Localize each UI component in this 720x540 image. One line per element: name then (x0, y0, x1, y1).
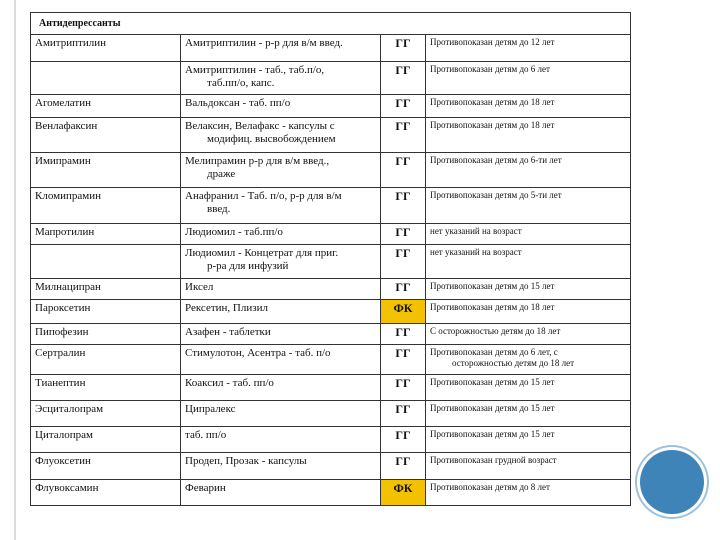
drug-form-line: Анафранил - Таб. п/о, р-р для в/м (185, 190, 342, 202)
substance-cell: Амитриптилин (31, 35, 181, 62)
table-row (31, 453, 631, 480)
drug-form-cell (181, 245, 381, 279)
age-note-cell (426, 300, 631, 324)
drug-form-cell (181, 401, 381, 427)
age-note-line: Противопоказан детям до 15 лет (430, 377, 555, 387)
antidepressants-table (30, 12, 631, 506)
status-badge-gg: ГГ (381, 345, 426, 375)
status-badge-fk: ФК (381, 300, 426, 324)
age-note-cell (426, 224, 631, 245)
substance-cell: Сертралин (31, 345, 181, 375)
drug-form-cell (181, 300, 381, 324)
drug-form-line: таб. пп/о (185, 429, 227, 441)
drug-form-line: Людиомил - таб.пп/о (185, 226, 283, 238)
drug-form-cell (181, 453, 381, 480)
table-title: Антидепрессанты (31, 13, 631, 35)
status-badge-gg: ГГ (381, 375, 426, 401)
table-row (31, 188, 631, 224)
drug-form-cell (181, 345, 381, 375)
substance-cell (31, 245, 181, 279)
drug-form-line: введ. (207, 203, 231, 215)
age-note-cell (426, 188, 631, 224)
drug-form-line: Амитриптилин - р-р для в/м введ. (185, 37, 343, 49)
drug-form-cell (181, 35, 381, 62)
table-row (31, 35, 631, 62)
age-note-cell (426, 35, 631, 62)
table-row (31, 118, 631, 153)
drug-form-cell (181, 375, 381, 401)
age-note-cell (426, 480, 631, 506)
age-note-line: Противопоказан детям до 18 лет (430, 302, 555, 312)
status-badge-fk: ФК (381, 480, 426, 506)
drug-form-line: р-ра для инфузий (207, 260, 289, 272)
substance-cell: Венлафаксин (31, 118, 181, 153)
age-note-line: нет указаний на возраст (430, 226, 522, 236)
drug-form-line: Азафен - таблетки (185, 326, 271, 338)
substance-cell: Циталопрам (31, 427, 181, 453)
age-note-line: Противопоказан детям до 15 лет (430, 281, 555, 291)
drug-form-cell (181, 62, 381, 95)
substance-cell: Мапротилин (31, 224, 181, 245)
table-row (31, 324, 631, 345)
age-note-line: Противопоказан детям до 8 лет (430, 482, 550, 492)
slide-left-rule (14, 0, 16, 540)
drug-form-line: Ципралекс (185, 403, 236, 415)
age-note-line: осторожностью детям до 18 лет (452, 358, 575, 368)
table-row (31, 62, 631, 95)
table-row (31, 224, 631, 245)
drug-form-line: драже (207, 168, 236, 180)
status-badge-gg: ГГ (381, 224, 426, 245)
table-row (31, 153, 631, 188)
substance-cell: Имипрамин (31, 153, 181, 188)
substance-cell: Флувоксамин (31, 480, 181, 506)
age-note-cell (426, 401, 631, 427)
age-note-line: Противопоказан детям до 6 лет, с (430, 347, 558, 357)
substance-cell: Пароксетин (31, 300, 181, 324)
status-badge-gg: ГГ (381, 401, 426, 427)
age-note-cell (426, 453, 631, 480)
drug-form-cell (181, 224, 381, 245)
age-note-line: Противопоказан детям до 18 лет (430, 97, 555, 107)
age-note-cell (426, 324, 631, 345)
age-note-cell (426, 95, 631, 118)
drug-form-line: Коаксил - таб. пп/о (185, 377, 274, 389)
status-badge-gg: ГГ (381, 153, 426, 188)
status-badge-gg: ГГ (381, 453, 426, 480)
age-note-line: Противопоказан детям до 12 лет (430, 37, 555, 47)
drug-form-cell (181, 118, 381, 153)
age-note-cell (426, 375, 631, 401)
age-note-line: Противопоказан детям до 6 лет (430, 64, 550, 74)
table-row (31, 279, 631, 300)
table-row (31, 401, 631, 427)
drug-form-line: модифиц. высвобождением (207, 133, 336, 145)
status-badge-gg: ГГ (381, 35, 426, 62)
age-note-cell (426, 62, 631, 95)
drug-form-line: Велаксин, Велафакс - капсулы с (185, 120, 335, 132)
drug-form-cell (181, 427, 381, 453)
table-row (31, 427, 631, 453)
status-badge-gg: ГГ (381, 245, 426, 279)
age-note-cell (426, 279, 631, 300)
drug-form-line: Людиомил - Концетрат для приг. (185, 247, 339, 259)
table-row (31, 375, 631, 401)
table-row (31, 480, 631, 506)
drug-form-cell (181, 188, 381, 224)
age-note-cell (426, 153, 631, 188)
substance-cell: Пипофезин (31, 324, 181, 345)
age-note-line: нет указаний на возраст (430, 247, 522, 257)
substance-cell: Тианептин (31, 375, 181, 401)
status-badge-gg: ГГ (381, 279, 426, 300)
drug-form-line: Вальдоксан - таб. пп/о (185, 97, 291, 109)
status-badge-gg: ГГ (381, 118, 426, 153)
table-row (31, 95, 631, 118)
substance-cell: Флуоксетин (31, 453, 181, 480)
substance-cell: Эсциталопрам (31, 401, 181, 427)
table-row (31, 345, 631, 375)
drug-form-line: Рексетин, Плизил (185, 302, 268, 314)
drug-form-line: Феварин (185, 482, 226, 494)
age-note-cell (426, 245, 631, 279)
table-row (31, 300, 631, 324)
drug-form-cell (181, 153, 381, 188)
age-note-cell (426, 118, 631, 153)
drug-form-line: Иксел (185, 281, 214, 293)
age-note-cell (426, 427, 631, 453)
substance-cell: Милнаципран (31, 279, 181, 300)
drug-form-line: Амитриптилин - таб., таб.п/о, (185, 64, 325, 76)
status-badge-gg: ГГ (381, 62, 426, 95)
drug-form-cell (181, 279, 381, 300)
drug-form-line: Продеп, Прозак - капсулы (185, 455, 307, 467)
age-note-line: Противопоказан детям до 6-ти лет (430, 155, 562, 165)
drug-form-line: таб.пп/о, капс. (207, 77, 275, 89)
table-row (31, 245, 631, 279)
drug-form-line: Мелипрамин р-р для в/м введ., (185, 155, 330, 167)
age-note-line: Противопоказан грудной возраст (430, 455, 557, 465)
age-note-line: С осторожностью детям до 18 лет (430, 326, 561, 336)
status-badge-gg: ГГ (381, 188, 426, 224)
substance-cell: Агомелатин (31, 95, 181, 118)
status-badge-gg: ГГ (381, 427, 426, 453)
age-note-line: Противопоказан детям до 15 лет (430, 429, 555, 439)
drug-form-cell (181, 95, 381, 118)
table-title-row (31, 13, 631, 35)
status-badge-gg: ГГ (381, 324, 426, 345)
decorative-circle (640, 450, 704, 514)
status-badge-gg: ГГ (381, 95, 426, 118)
age-note-line: Противопоказан детям до 15 лет (430, 403, 555, 413)
substance-cell (31, 62, 181, 95)
age-note-line: Противопоказан детям до 5-ти лет (430, 190, 562, 200)
age-note-cell (426, 345, 631, 375)
age-note-line: Противопоказан детям до 18 лет (430, 120, 555, 130)
drug-form-cell (181, 324, 381, 345)
drug-form-cell (181, 480, 381, 506)
drug-form-line: Стимулотон, Асентра - таб. п/о (185, 347, 331, 359)
substance-cell: Кломипрамин (31, 188, 181, 224)
